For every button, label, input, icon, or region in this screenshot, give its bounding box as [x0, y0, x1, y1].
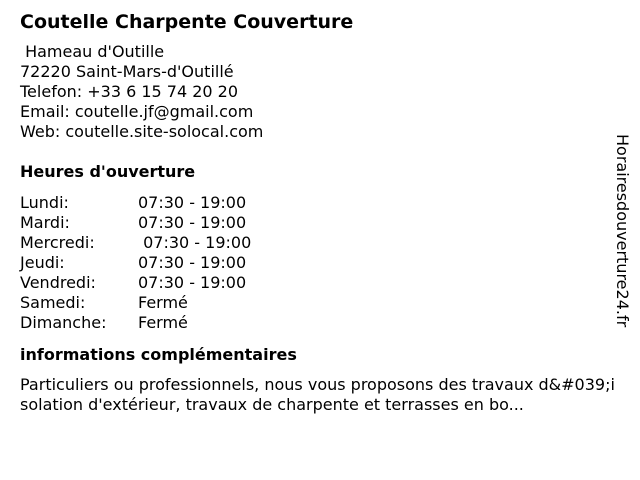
- hours-row-tuesday: [20, 213, 610, 233]
- hours-day: Vendredi:: [20, 273, 96, 292]
- opening-hours-heading: Heures d'ouverture: [20, 162, 196, 181]
- opening-hours-table: [20, 193, 610, 333]
- business-name: Coutelle Charpente Couverture: [20, 11, 354, 33]
- hours-time: 07:30 - 19:00: [138, 193, 247, 212]
- hours-row-thursday: [20, 253, 610, 273]
- hours-day: Mercredi:: [20, 233, 95, 252]
- hours-day: Samedi:: [20, 293, 86, 312]
- hours-day: Mardi:: [20, 213, 70, 232]
- hours-day: Lundi:: [20, 193, 69, 212]
- business-card: [20, 10, 615, 415]
- additional-info-text: Particuliers ou professionnels, nous vous proposons des travaux d&#039;isolation d'extérieur, travaux de charpente et terrasses en bo...: [20, 375, 615, 414]
- hours-row-saturday: [20, 293, 610, 313]
- phone-line: Telefon: +33 6 15 74 20 20: [20, 82, 239, 101]
- hours-time: Fermé: [138, 313, 188, 332]
- site-watermark: Horairesdouverture24.fr: [613, 134, 632, 328]
- additional-info-heading: informations complémentaires: [20, 345, 297, 364]
- hours-row-friday: [20, 273, 610, 293]
- hours-day: Jeudi:: [20, 253, 65, 272]
- hours-time: 07:30 - 19:00: [138, 253, 247, 272]
- contact-block: [20, 42, 610, 142]
- hours-time: Fermé: [138, 293, 188, 312]
- hours-day: Dimanche:: [20, 313, 107, 332]
- email-line: Email: coutelle.jf@gmail.com: [20, 102, 254, 121]
- address-line-2: 72220 Saint-Mars-d'Outillé: [20, 62, 234, 81]
- hours-time: 07:30 - 19:00: [138, 273, 247, 292]
- hours-row-wednesday: [20, 233, 610, 253]
- hours-row-monday: [20, 193, 610, 213]
- hours-time: 07:30 - 19:00: [138, 213, 247, 232]
- web-line: Web: coutelle.site-solocal.com: [20, 122, 264, 141]
- address-line-1: Hameau d'Outille: [20, 42, 165, 61]
- hours-time: 07:30 - 19:00: [138, 233, 252, 252]
- hours-row-sunday: [20, 313, 610, 333]
